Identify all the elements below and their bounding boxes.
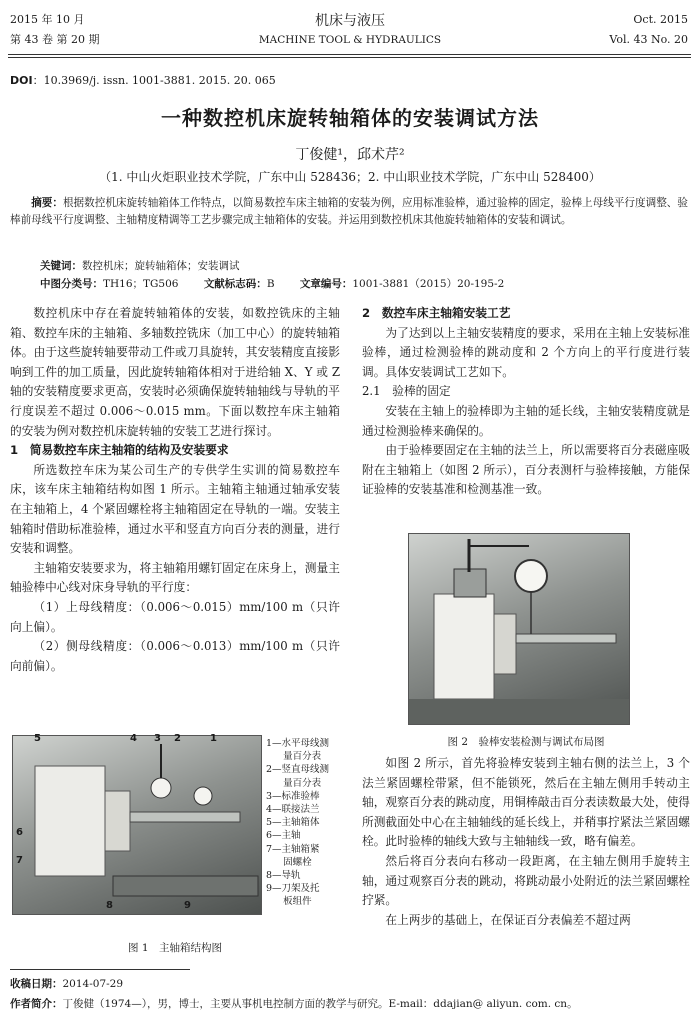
figure-2-caption: 图 2 验棒安装检测与调试布局图 <box>447 736 605 748</box>
spindle-test-rig-illustration <box>409 534 629 724</box>
section-2-paragraph: 为了达到以上主轴安装精度的要求，采用在主轴上安装标准验棒，通过检测验棒的跳动度和 2 个方向上的平行度进行装调。具体安装调试工艺如下。 <box>362 325 690 379</box>
paragraph-after-fig2-3: 在上两步的基础上，在保证百分表偏差不超过两 <box>385 912 631 927</box>
doi-label: DOI <box>10 74 33 87</box>
legend-item-2: 2—竖直母线测 <box>266 764 330 776</box>
callout-6: 6 <box>16 827 23 838</box>
legend-item-6: 6—主轴 <box>266 830 301 842</box>
keywords <box>40 258 240 273</box>
requirement-2: （2）侧母线精度：（0.006～0.013）mm/100 m（只许向前偏）。 <box>10 639 340 673</box>
left-column <box>10 304 340 676</box>
footnote-rule <box>10 969 190 970</box>
subsection-2-1-paragraph-2: 由于验棒要固定在主轴的法兰上，所以需要将百分表磁座吸附在主轴箱上（如图 2 所示），百分表测杆与验棒接触，方能保证验棒的安装基准和检测基准一致。 <box>362 443 690 497</box>
clc-value: TH16；TG506 <box>103 278 179 290</box>
paper-affiliation: （1. 中山火炬职业技术学院，广东中山 528436；2. 中山职业技术学院，广东中山 528400） <box>99 170 601 184</box>
doc-code-value: B <box>266 278 275 290</box>
article-no-label: 文章编号： <box>299 278 353 290</box>
journal-name-cn: 机床与液压 <box>315 13 385 29</box>
received-date <box>10 976 123 993</box>
legend-item-4: 4—联接法兰 <box>266 804 320 816</box>
paragraph-after-fig2-2: 然后将百分表向右移动一段距离，在主轴左侧用手旋转主轴，通过观察百分表的跳动，将跳动最小处附近的法兰紧固螺栓拧紧。 <box>362 853 690 908</box>
legend-item-7: 7—主轴箱紧 <box>266 843 320 855</box>
callout-1: 1 <box>210 733 217 744</box>
article-no-value: 1001-3881（2015）20-195-2 <box>352 278 505 290</box>
figure-1-callouts <box>12 735 260 913</box>
callout-9: 9 <box>184 900 191 911</box>
paper-authors: 丁俊健¹，邱术芹² <box>295 147 405 163</box>
doi-line <box>10 72 276 88</box>
clc-label: 中图分类号： <box>40 278 103 290</box>
legend-item-1: 1—水平母线测 <box>266 738 330 749</box>
figure-1-caption: 图 1 主轴箱结构图 <box>127 942 223 954</box>
legend-item-8: 8—导轨 <box>266 870 301 882</box>
section-1-heading: 1 简易数控车床主轴箱的结构及安装要求 <box>10 443 229 458</box>
legend-item-3: 3—标准验棒 <box>266 790 320 802</box>
callout-5: 5 <box>34 733 41 744</box>
author-bio <box>10 996 695 1013</box>
header-rule-2 <box>8 57 691 58</box>
header-rule <box>8 54 691 55</box>
abstract-label: 摘要： <box>31 197 63 209</box>
received-value: 2014-07-29 <box>62 978 124 990</box>
author-bio-text: 丁俊健（1974—），男，博士，主要从事机电控制方面的教学与研究。E-mail：ddajian@ aliyun. com. cn。 <box>62 998 578 1010</box>
keywords-label: 关键词： <box>40 260 82 272</box>
section-1-paragraph-2: 主轴箱安装要求为，将主轴箱用螺钉固定在床身上，测量主轴验棒中心线对床身导轨的平行度： <box>10 560 340 595</box>
callout-3: 3 <box>154 733 161 744</box>
classification-line <box>40 276 504 291</box>
legend-item-2-cont: 量百分表 <box>283 777 322 789</box>
legend-item-7-cont: 固螺栓 <box>283 856 312 868</box>
paragraph-after-fig2-1: 如图 2 所示，首先将验棒安装到主轴右侧的法兰上，3 个法兰紧固螺栓带紧，但不能锁死，然后在主轴左侧用手转动主轴，观察百分表的跳动度，用铜棒敲击百分表读数最大处，使得所测截面处中心在主轴轴线的延长线上，并稍事拧紧法兰紧固螺栓。此时验棒的轴线大致与主轴轴线一致，略有偏差。 <box>362 756 690 849</box>
figure-2-photo <box>408 533 630 725</box>
journal-volume-en: Vol. 43 No. 20 <box>609 33 688 46</box>
requirement-1: （1）上母线精度：（0.006～0.015）mm/100 m（只许向上偏）。 <box>10 599 340 634</box>
journal-volume: 第 43 卷 第 20 期 <box>10 33 100 46</box>
journal-date: 2015 年 10 月 <box>10 13 85 26</box>
callout-8: 8 <box>106 900 113 911</box>
callout-4: 4 <box>130 733 137 744</box>
intro-paragraph: 数控机床中存在着旋转轴箱体的安装，如数控铣床的主轴箱、数控车床的主轴箱、多轴数控铣床（加工中心）的旋转轴箱体。由于这些旋转轴要带动工件或刀具旋转，其安装精度直接影响到工件的加工质量，因此旋转轴箱体相对于进给轴 X、Y 或 Z 轴的安装精度要求更高，安装时必须确保旋转轴轴线与导轨的平行度误差不超过 0.006～0.015 mm。下面以数控车床主轴箱的安装为例对数控机床旋转轴的安装工艺进行探讨。 <box>10 306 340 438</box>
subsection-2-1-paragraph-1: 安装在主轴上的验棒即为主轴的延长线，主轴安装精度就是通过检测验棒来确保的。 <box>362 403 690 438</box>
section-1-paragraph-1: 所选数控车床为某公司生产的专供学生实训的简易数控车床，该车床主轴箱结构如图 1 所示。主轴箱主轴通过轴承安装在主轴箱上，4 个紧固螺栓将主轴箱固定在导轨的一端。安装主轴箱时借助标准验棒，通过水平和竖直方向百分表的测量，进行安装和调整。 <box>10 462 340 556</box>
doc-code-label: 文献标志码： <box>203 278 267 290</box>
author-bio-label: 作者简介： <box>10 998 63 1010</box>
section-2-heading: 2 数控车床主轴箱安装工艺 <box>362 306 511 320</box>
legend-item-1-cont: 量百分表 <box>283 751 322 763</box>
received-label: 收稿日期： <box>10 978 63 990</box>
subsection-2-1-heading: 2.1 验棒的固定 <box>362 384 451 399</box>
legend-item-9: 9—刀架及托 <box>266 883 320 895</box>
journal-date-en: Oct. 2015 <box>633 13 688 26</box>
legend-item-9-cont: 板组件 <box>283 896 312 908</box>
figure-1-legend <box>266 737 346 909</box>
paper-title: 一种数控机床旋转轴箱体的安装调试方法 <box>161 106 539 130</box>
keywords-text: 数控机床；旋转轴箱体；安装调试 <box>82 260 240 272</box>
abstract <box>10 195 690 228</box>
legend-item-5: 5—主轴箱体 <box>266 817 320 829</box>
callout-7: 7 <box>16 855 23 866</box>
callout-2: 2 <box>174 733 181 744</box>
right-column-bottom <box>362 754 690 930</box>
doi-value: ：10.3969/j. issn. 1001-3881. 2015. 20. 065 <box>32 74 276 87</box>
right-column-top <box>362 304 690 500</box>
journal-name-en: MACHINE TOOL & HYDRAULICS <box>258 34 442 46</box>
abstract-text: 根据数控机床旋转轴箱体工作特点，以简易数控车床主轴箱的安装为例，应用标准验棒，通过验棒的固定，验棒上母线平行度调整、验棒前母线平行度调整、主轴精度精调等工艺步骤完成主轴箱体的安装。并运用到数控机床其他旋转轴箱体的安装和调试。 <box>10 197 688 226</box>
